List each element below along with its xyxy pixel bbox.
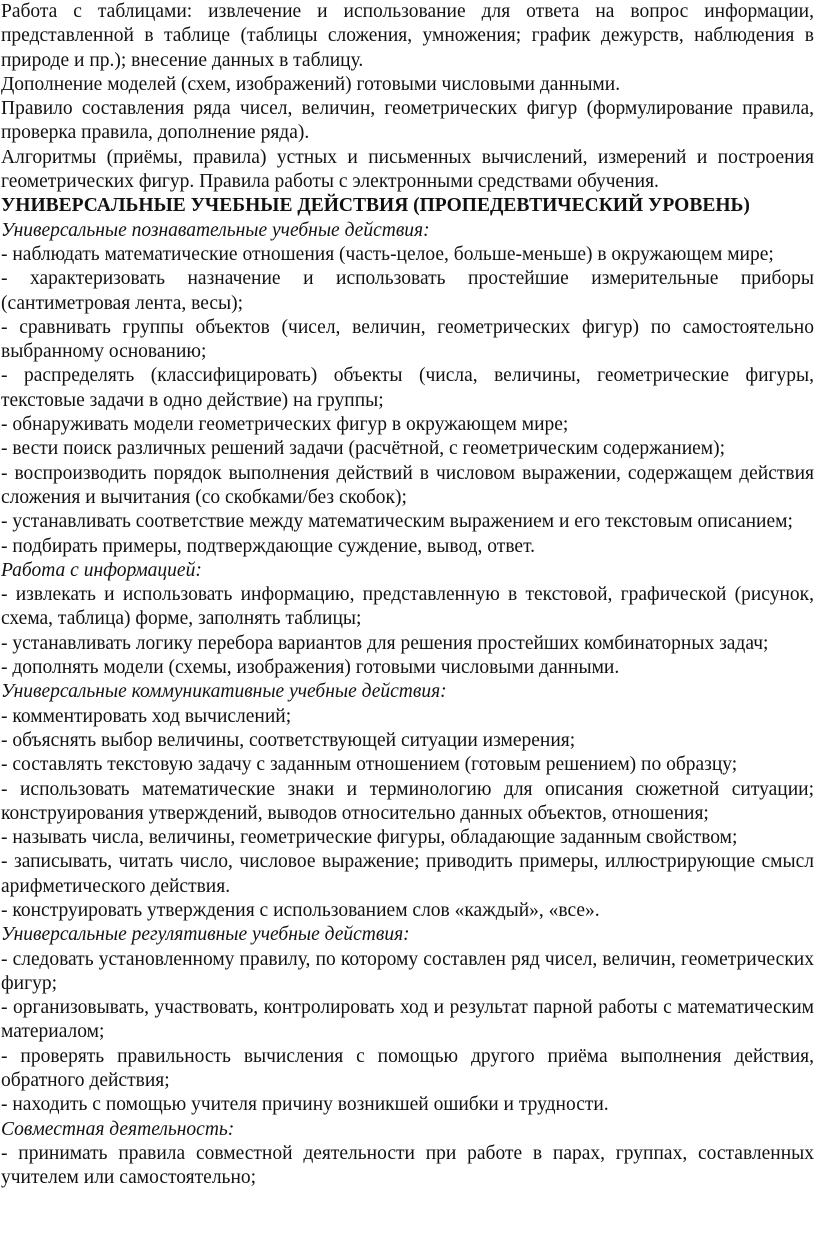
- list-item: - наблюдать математические отношения (часть-целое, больше-меньше) в окружающем мире;: [1, 243, 774, 265]
- list-item: - комментировать ход вычислений;: [1, 705, 292, 727]
- list-item: - воспроизводить порядок выполнения действий в числовом выражении, содержащем действия сложения и вычитания (со скобками/без скобок);: [1, 462, 814, 508]
- list-item: - называть числа, величины, геометрические фигуры, обладающие заданным свойством;: [1, 827, 738, 849]
- list-item: - устанавливать соответствие между математическим выражением и его текстовым описанием;: [1, 511, 793, 533]
- list-item: - использовать математические знаки и терминологию для описания сюжетной ситуации; конструирования утверждений, выводов относительно данных объектов, отношения;: [1, 778, 814, 824]
- subheading-regulative: Универсальные регулятивные учебные действия:: [1, 924, 410, 946]
- list-item: - подбирать примеры, подтверждающие суждение, вывод, ответ.: [1, 535, 535, 557]
- list-item: - записывать, читать число, числовое выражение; приводить примеры, иллюстрирующие смысл арифметического действия.: [1, 851, 814, 897]
- list-item: - принимать правила совместной деятельности при работе в парах, группах, составленных учителем или самостоятельно;: [1, 1142, 814, 1189]
- list-item: - обнаруживать модели геометрических фигур в окружающем мире;: [1, 414, 569, 436]
- subheading-cognitive: Универсальные познавательные учебные действия:: [1, 219, 430, 241]
- subheading-communicative: Универсальные коммуникативные учебные действия:: [1, 681, 447, 703]
- list-item: - конструировать утверждения с использованием слов «каждый», «все».: [1, 899, 600, 921]
- subheading-joint-activity: Совместная деятельность:: [1, 1118, 235, 1140]
- list-item: - характеризовать назначение и использовать простейшие измерительные приборы (сантиметровая лента, весы);: [1, 268, 814, 314]
- list-item: - следовать установленному правилу, по которому составлен ряд чисел, величин, геометрических фигур;: [1, 948, 814, 994]
- intro-paragraph-tables: Работа с таблицами: извлечение и использование для ответа на вопрос информации, представленной в таблице (таблицы сложения, умножения; график дежурств, наблюдения в природе и пр.); внесение данных в таблицу.: [1, 1, 814, 71]
- list-item: - проверять правильность вычисления с помощью другого приёма выполнения действия, обратного действия;: [1, 1045, 814, 1092]
- section-heading: УНИВЕРСАЛЬНЫЕ УЧЕБНЫЕ ДЕЙСТВИЯ (ПРОПЕДЕВТИЧЕСКИЙ УРОВЕНЬ): [1, 195, 750, 217]
- subheading-information: Работа с информацией:: [1, 559, 202, 581]
- list-item: - сравнивать группы объектов (чисел, величин, геометрических фигур) по самостоятельно выбранному основанию;: [1, 316, 814, 363]
- list-item: - дополнять модели (схемы, изображения) готовыми числовыми данными.: [1, 657, 620, 679]
- list-item: - находить с помощью учителя причину возникшей ошибки и трудности.: [1, 1094, 609, 1116]
- intro-paragraph-algorithms: Алгоритмы (приёмы, правила) устных и письменных вычислений, измерений и построения геометрических фигур. Правила работы с электронными средствами обучения.: [1, 146, 814, 193]
- list-item: - устанавливать логику перебора вариантов для решения простейших комбинаторных задач;: [1, 632, 769, 654]
- list-item: - организовывать, участвовать, контролировать ход и результат парной работы с математическим материалом;: [1, 997, 814, 1043]
- intro-paragraph-sequence-rule: Правило составления ряда чисел, величин, геометрических фигур (формулирование правила, проверка правила, дополнение ряда).: [1, 98, 814, 144]
- list-item: - распределять (классифицировать) объекты (числа, величины, геометрические фигуры, текстовые задачи в одно действие) на группы;: [1, 365, 814, 411]
- list-item: - вести поиск различных решений задачи (расчётной, с геометрическим содержанием);: [1, 438, 726, 460]
- list-item: - объяснять выбор величины, соответствующей ситуации измерения;: [1, 729, 576, 751]
- list-item: - извлекать и использовать информацию, представленную в текстовой, графической (рисунок, схема, таблица) форме, заполнять таблицы;: [1, 584, 814, 630]
- intro-paragraph-models: Дополнение моделей (схем, изображений) готовыми числовыми данными.: [1, 73, 621, 95]
- list-item: - составлять текстовую задачу с заданным отношением (готовым решением) по образцу;: [1, 754, 738, 776]
